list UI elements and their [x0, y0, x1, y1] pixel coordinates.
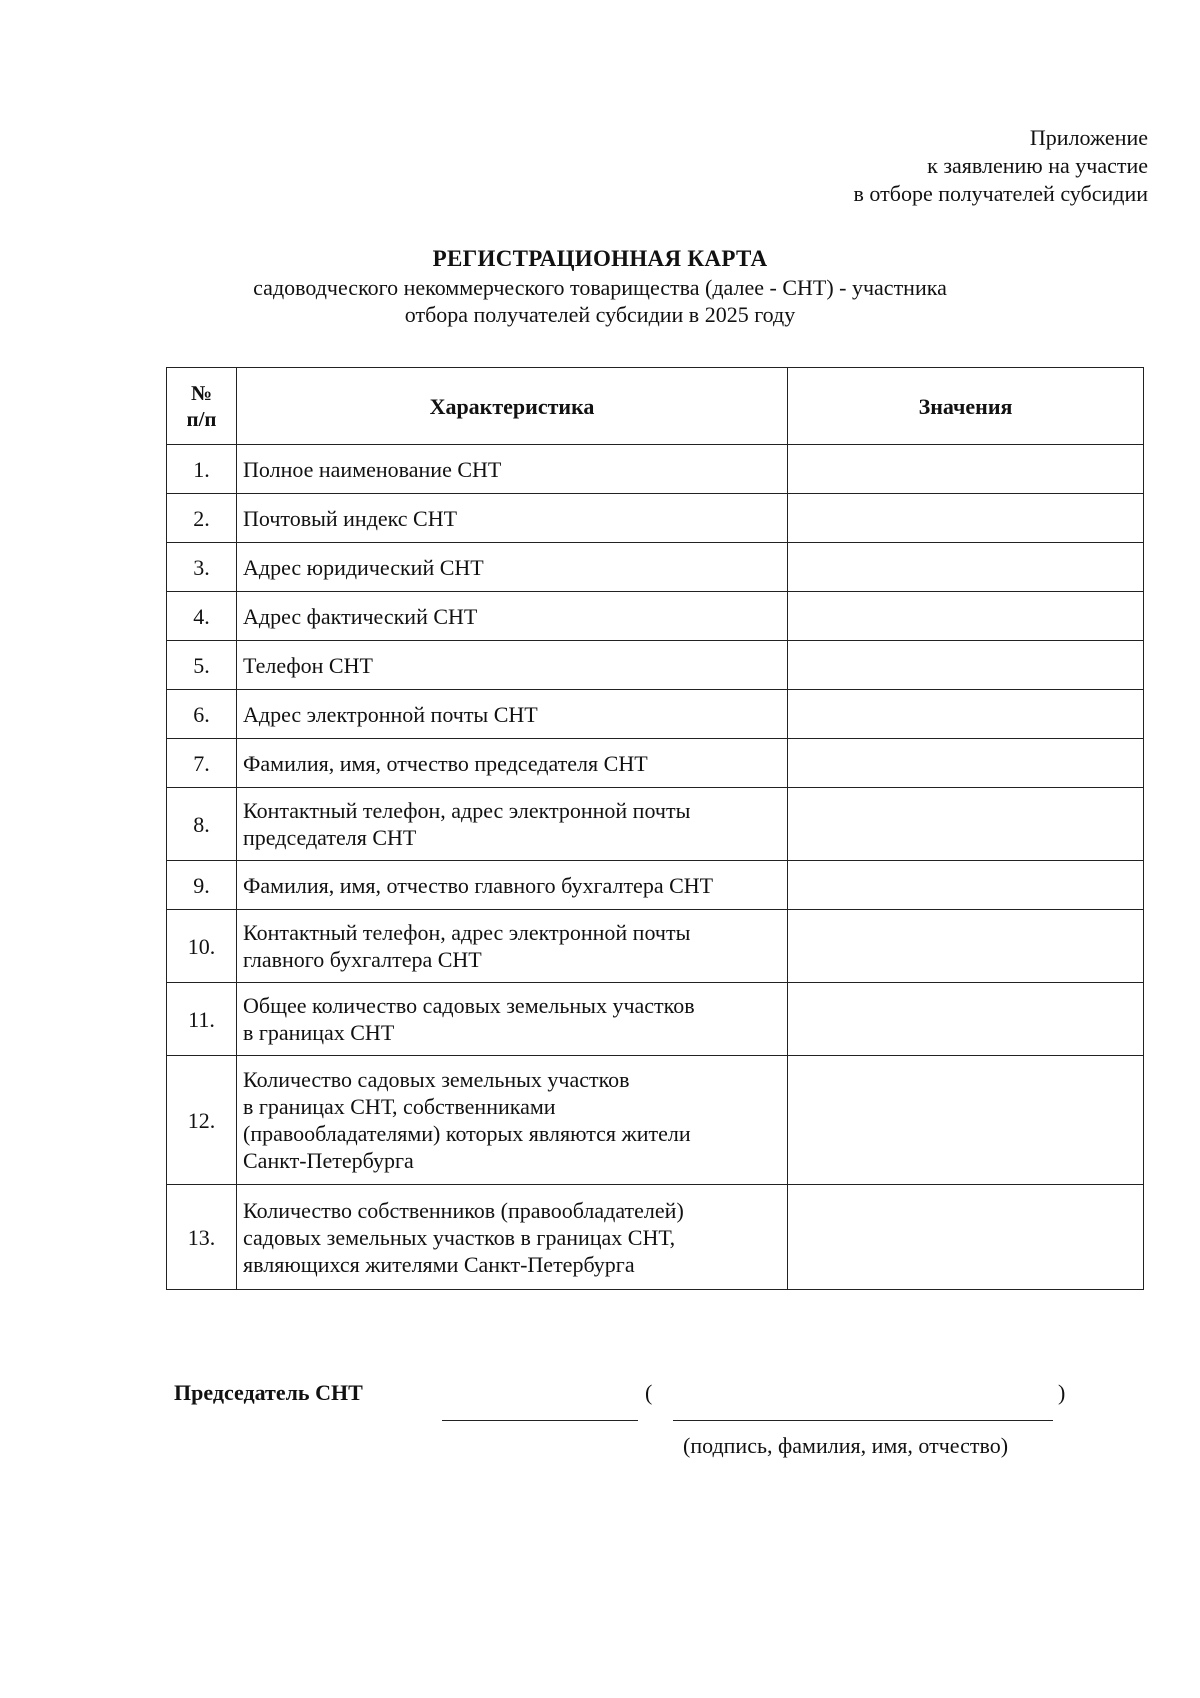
row-characteristic-line: Санкт-Петербурга	[243, 1148, 414, 1173]
table-row	[167, 494, 1144, 543]
column-header-values: Значения	[788, 368, 1144, 445]
row-value-cell[interactable]	[788, 494, 1144, 543]
appendix-line: в отборе получателей субсидии	[853, 181, 1148, 206]
row-characteristic	[237, 1056, 788, 1185]
table-row	[167, 445, 1144, 494]
row-characteristic-line: (правообладателями) которых являются жители	[243, 1121, 691, 1146]
document-title: РЕГИСТРАЦИОННАЯ КАРТА	[432, 246, 768, 271]
row-number: 5.	[167, 641, 237, 690]
row-characteristic-line: Контактный телефон, адрес электронной почты	[243, 798, 691, 823]
column-header-number	[167, 368, 237, 445]
row-number: 1.	[167, 445, 237, 494]
row-characteristic-line: Полное наименование СНТ	[243, 456, 502, 482]
table-row	[167, 690, 1144, 739]
row-value-cell[interactable]	[788, 788, 1144, 861]
document-subtitle: отбора получателей субсидии в 2025 году	[404, 302, 796, 327]
row-characteristic-line: Адрес электронной почты СНТ	[243, 701, 538, 727]
table-row	[167, 910, 1144, 983]
name-line	[673, 1420, 1053, 1421]
table-row	[167, 592, 1144, 641]
row-characteristic	[237, 543, 788, 592]
row-number: 9.	[167, 861, 237, 910]
registration-table	[166, 367, 1144, 1290]
paren-open: (	[645, 1380, 653, 1405]
row-characteristic-line: Фамилия, имя, отчество главного бухгалтера СНТ	[243, 872, 714, 898]
row-characteristic	[237, 983, 788, 1056]
row-characteristic-line: Общее количество садовых земельных участков	[243, 993, 695, 1018]
row-number: 11.	[167, 983, 237, 1056]
row-number: 8.	[167, 788, 237, 861]
row-characteristic	[237, 445, 788, 494]
row-characteristic-line: Адрес фактический СНТ	[243, 603, 478, 629]
row-value-cell[interactable]	[788, 445, 1144, 494]
row-number: 2.	[167, 494, 237, 543]
row-value-cell[interactable]	[788, 861, 1144, 910]
signature-line	[442, 1420, 638, 1421]
row-characteristic-line: Телефон СНТ	[243, 652, 373, 678]
table-body	[167, 445, 1144, 1290]
row-characteristic-line: являющихся жителями Санкт-Петербурга	[243, 1251, 635, 1277]
row-characteristic	[237, 494, 788, 543]
table-row	[167, 641, 1144, 690]
table-row	[167, 1185, 1144, 1290]
column-header-number-abbr: п/п	[186, 407, 217, 431]
row-number: 4.	[167, 592, 237, 641]
row-value-cell[interactable]	[788, 690, 1144, 739]
row-characteristic	[237, 739, 788, 788]
paren-close: )	[1058, 1380, 1066, 1405]
row-value-cell[interactable]	[788, 543, 1144, 592]
row-value-cell[interactable]	[788, 910, 1144, 983]
row-characteristic-line: Количество собственников (правообладателей)	[243, 1197, 684, 1223]
table-row	[167, 739, 1144, 788]
row-characteristic-line: Количество садовых земельных участков	[243, 1067, 630, 1092]
row-characteristic	[237, 1185, 788, 1290]
row-number: 12.	[167, 1056, 237, 1185]
row-characteristic	[237, 788, 788, 861]
table-row	[167, 788, 1144, 861]
row-value-cell[interactable]	[788, 739, 1144, 788]
row-value-cell[interactable]	[788, 983, 1144, 1056]
signature-label: Председатель СНТ	[174, 1380, 363, 1405]
table-row	[167, 543, 1144, 592]
table-row	[167, 983, 1144, 1056]
row-characteristic-line: Контактный телефон, адрес электронной почты	[243, 920, 691, 945]
appendix-line: к заявлению на участие	[927, 153, 1148, 178]
table-row	[167, 861, 1144, 910]
row-number: 3.	[167, 543, 237, 592]
row-characteristic-line: садовых земельных участков в границах СНТ,	[243, 1224, 676, 1250]
row-number: 7.	[167, 739, 237, 788]
table-row	[167, 1056, 1144, 1185]
row-number: 10.	[167, 910, 237, 983]
appendix-line: Приложение	[1029, 125, 1148, 150]
row-characteristic-line: в границах СНТ	[243, 1020, 395, 1045]
title-block	[0, 244, 1200, 328]
signature-caption: (подпись, фамилия, имя, отчество)	[683, 1433, 1009, 1458]
document-subtitle: садоводческого некоммерческого товарищества (далее - СНТ) - участника	[253, 275, 947, 300]
row-value-cell[interactable]	[788, 641, 1144, 690]
row-characteristic	[237, 690, 788, 739]
row-value-cell[interactable]	[788, 1056, 1144, 1185]
column-header-number-symbol: №	[190, 381, 213, 405]
row-characteristic-line: Адрес юридический СНТ	[243, 554, 484, 580]
row-number: 13.	[167, 1185, 237, 1290]
row-characteristic-line: Фамилия, имя, отчество председателя СНТ	[243, 750, 648, 776]
row-characteristic	[237, 910, 788, 983]
row-characteristic-line: председателя СНТ	[243, 825, 417, 850]
appendix-note	[854, 124, 1148, 208]
row-value-cell[interactable]	[788, 592, 1144, 641]
row-characteristic	[237, 592, 788, 641]
row-characteristic-line: Почтовый индекс СНТ	[243, 505, 458, 531]
column-header-characteristic: Характеристика	[237, 368, 788, 445]
row-value-cell[interactable]	[788, 1185, 1144, 1290]
row-characteristic	[237, 641, 788, 690]
row-characteristic-line: в границах СНТ, собственниками	[243, 1094, 556, 1119]
row-characteristic	[237, 861, 788, 910]
row-number: 6.	[167, 690, 237, 739]
row-characteristic-line: главного бухгалтера СНТ	[243, 947, 482, 972]
table-header-row	[167, 368, 1144, 445]
